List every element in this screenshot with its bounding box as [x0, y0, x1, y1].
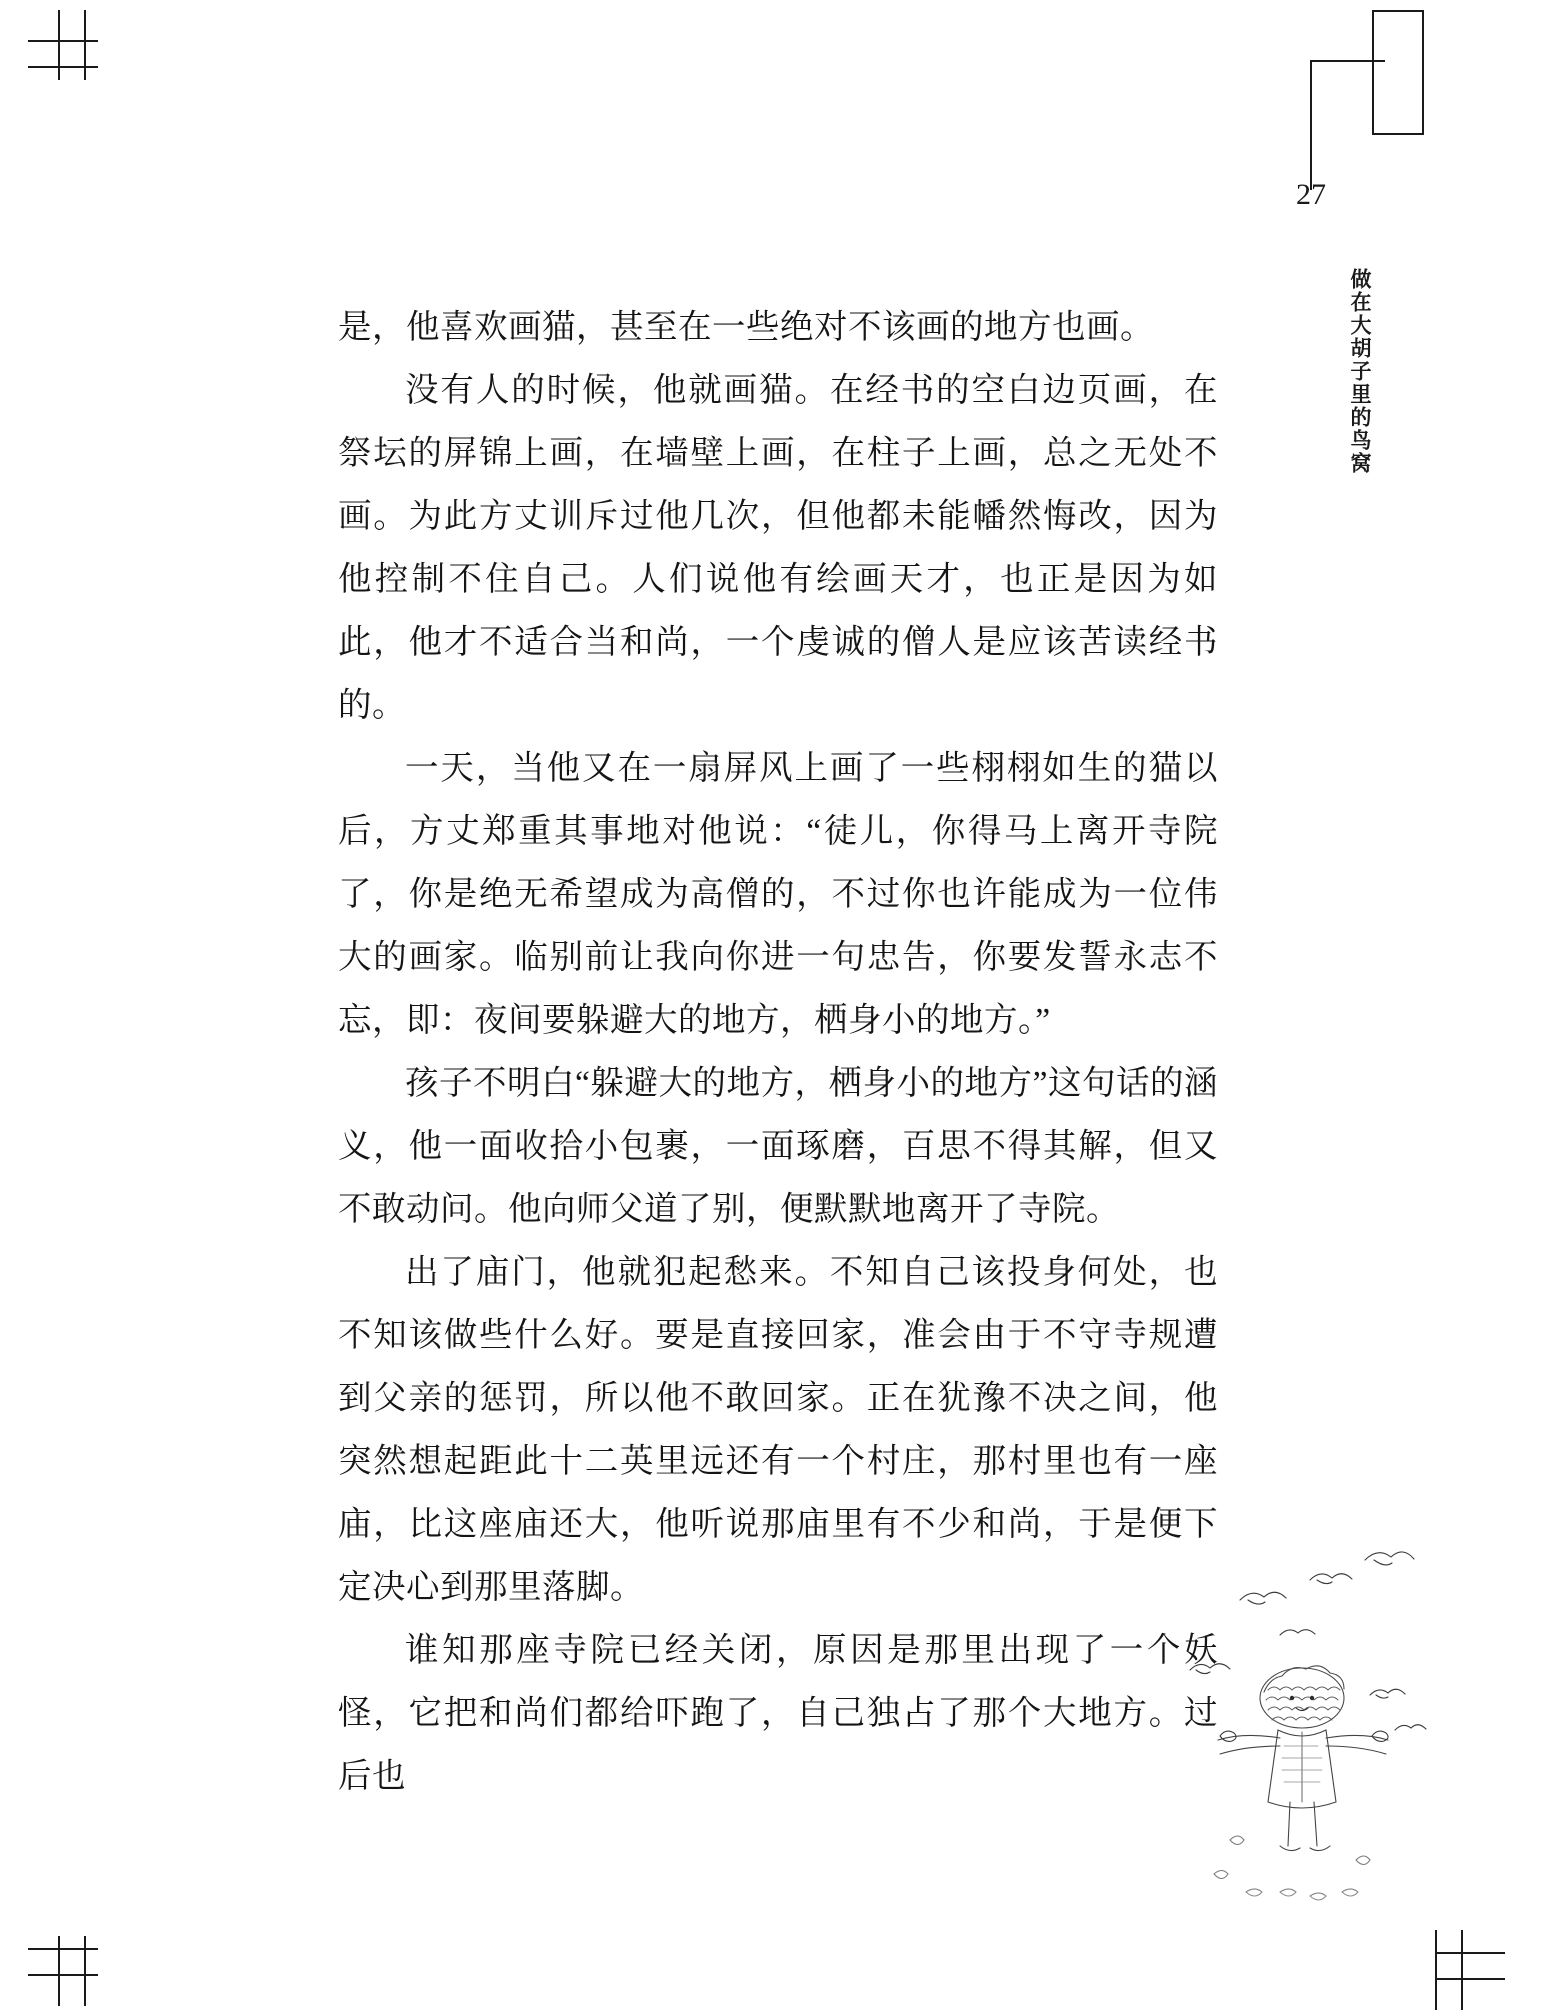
paragraph: 出了庙门，他就犯起愁来。不知自己该投身何处，也不知该做些什么好。要是直接回家，准会由于不守寺规遭到父亲的惩罚，所以他不敢回家。正在犹豫不决之间，他突然想起距此十二英里远还有一个村庄，那村里也有一座庙，比这座庙还大，他听说那庙里有不少和尚，于是便下定决心到那里落脚。 [338, 1254, 1218, 1606]
bird-icon [1280, 1630, 1315, 1635]
bird-icon [1365, 1552, 1414, 1565]
bird-icon [1370, 1689, 1405, 1698]
crop-mark-bottom-right-icon [1415, 1930, 1505, 2010]
page-number: 27 [1296, 178, 1326, 211]
bird-icon [1190, 1664, 1230, 1674]
paragraph: 孩子不明白“躲避大的地方，栖身小的地方”这句话的涵义，他一面收拾小包裹，一面琢磨，百思不得其解，但又不敢动问。他向师父道了别，便默默地离开了寺院。 [338, 1065, 1218, 1228]
crop-mark-top-right-icon [1290, 10, 1480, 190]
paragraph: 没有人的时候，他就画猫。在经书的空白边页画，在祭坛的屏锦上画，在墙壁上画，在柱子上画，总之无处不画。为此方丈训斥过他几次，但他都未能幡然悔改，因为他控制不住自己。人们说他有绘画天才，也正是因为如此，他才不适合当和尚，一个虔诚的僧人是应该苦读经书的。 [338, 372, 1218, 724]
body-text [338, 296, 1218, 1808]
bird-icon [1372, 1731, 1388, 1741]
bearded-man-with-birds-illustration [1160, 1540, 1460, 1920]
paragraph: 谁知那座寺院已经关闭，原因是那里出现了一个妖怪，它把和尚们都给吓跑了，自己独占了那个大地方。过后也 [338, 1632, 1218, 1795]
paragraph: 一天，当他又在一扇屏风上画了一些栩栩如生的猫以后，方丈郑重其事地对他说：“徒儿，你得马上离开寺院了，你是绝无希望成为高僧的，不过你也许能成为一位伟大的画家。临别前让我向你进一句忠告，你要发誓永志不忘，即：夜间要躲避大的地方，栖身小的地方。” [338, 750, 1218, 1039]
bird-icon [1395, 1725, 1426, 1730]
bird-icon [1310, 1574, 1352, 1584]
paragraph: 是，他喜欢画猫，甚至在一些绝对不该画的地方也画。 [338, 309, 1154, 346]
bird-icon [1240, 1592, 1286, 1604]
crop-mark-bottom-left-icon [28, 1936, 98, 2006]
running-head: 做在大胡子里的鸟窝 [1348, 268, 1371, 475]
crop-mark-top-left-icon [28, 10, 98, 80]
